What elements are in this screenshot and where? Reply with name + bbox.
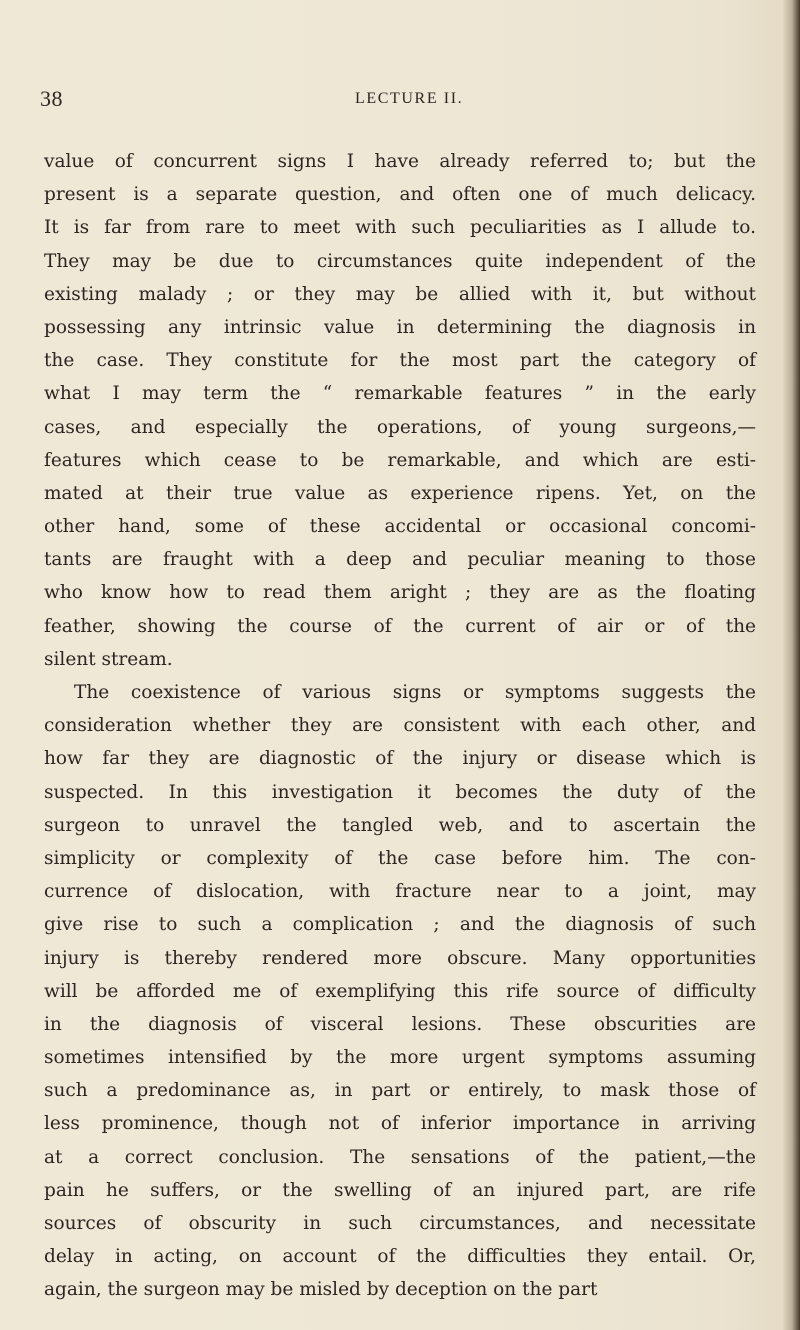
text-line: again, the surgeon may be misled by deception on the part [44,1279,598,1301]
running-title: LECTURE II. [355,90,464,107]
text-line: feather, showing the course of the current of air or of the [44,615,756,637]
text-line: the case. They constitute for the most part the category of [44,350,756,372]
text-line: sometimes intensified by the more urgent symptoms assuming [44,1047,756,1069]
text-line: surgeon to unravel the tangled web, and to ascertain the [44,814,756,836]
text-line: consideration whether they are consistent with each other, and [44,715,756,737]
text-line: suspected. In this investigation it becomes the duty of the [44,781,756,803]
text-line: injury is thereby rendered more obscure. Many opportunities [44,947,756,969]
text-line: will be afforded me of exemplifying this rife source of difficulty [44,980,756,1002]
text-line: present is a separate question, and often one of much delicacy. [44,184,756,206]
text-line: cases, and especially the operations, of young surgeons,— [44,416,756,438]
page-edge-shadow [782,0,800,1330]
text-line: delay in acting, on account of the difficulties they entail. Or, [44,1246,756,1268]
body-text [44,145,756,1307]
text-line: silent stream. [44,648,173,670]
text-line: possessing any intrinsic value in determining the diagnosis in [44,316,756,338]
text-line: value of concurrent signs I have already referred to; but the [44,151,756,172]
text-line: what I may term the “ remarkable features ” in the early [44,383,756,405]
text-line: tants are fraught with a deep and peculiar meaning to those [44,549,756,571]
text-line: They may be due to circumstances quite independent of the [44,250,756,272]
text-line: pain he suffers, or the swelling of an injured part, are rife [44,1179,756,1201]
text-line: at a correct conclusion. The sensations of the patient,—the [44,1146,756,1168]
text-line: who know how to read them aright ; they are as the floating [44,582,756,604]
text-line: features which cease to be remarkable, and which are esti- [44,449,756,471]
page-number: 38 [40,86,63,111]
text-line: currence of dislocation, with fracture near to a joint, may [44,881,756,903]
text-line: mated at their true value as experience ripens. Yet, on the [44,482,756,504]
text-line: It is far from rare to meet with such peculiarities as I allude to. [44,217,756,239]
text-line: other hand, some of these accidental or occasional concomi- [44,516,756,538]
text-line: in the diagnosis of visceral lesions. These obscurities are [44,1013,756,1035]
text-line: how far they are diagnostic of the injury or disease which is [44,748,756,770]
text-line: give rise to such a complication ; and the diagnosis of such [44,914,756,936]
text-line: The coexistence of various signs or symptoms suggests the [74,682,756,703]
text-line: such a predominance as, in part or entirely, to mask those of [44,1080,756,1102]
text-line: existing malady ; or they may be allied with it, but without [44,283,756,305]
text-line: less prominence, though not of inferior importance in arriving [44,1113,756,1135]
text-line: sources of obscurity in such circumstances, and necessitate [44,1213,756,1234]
page-header [40,86,760,122]
text-line: simplicity or complexity of the case before him. The con- [44,847,756,869]
